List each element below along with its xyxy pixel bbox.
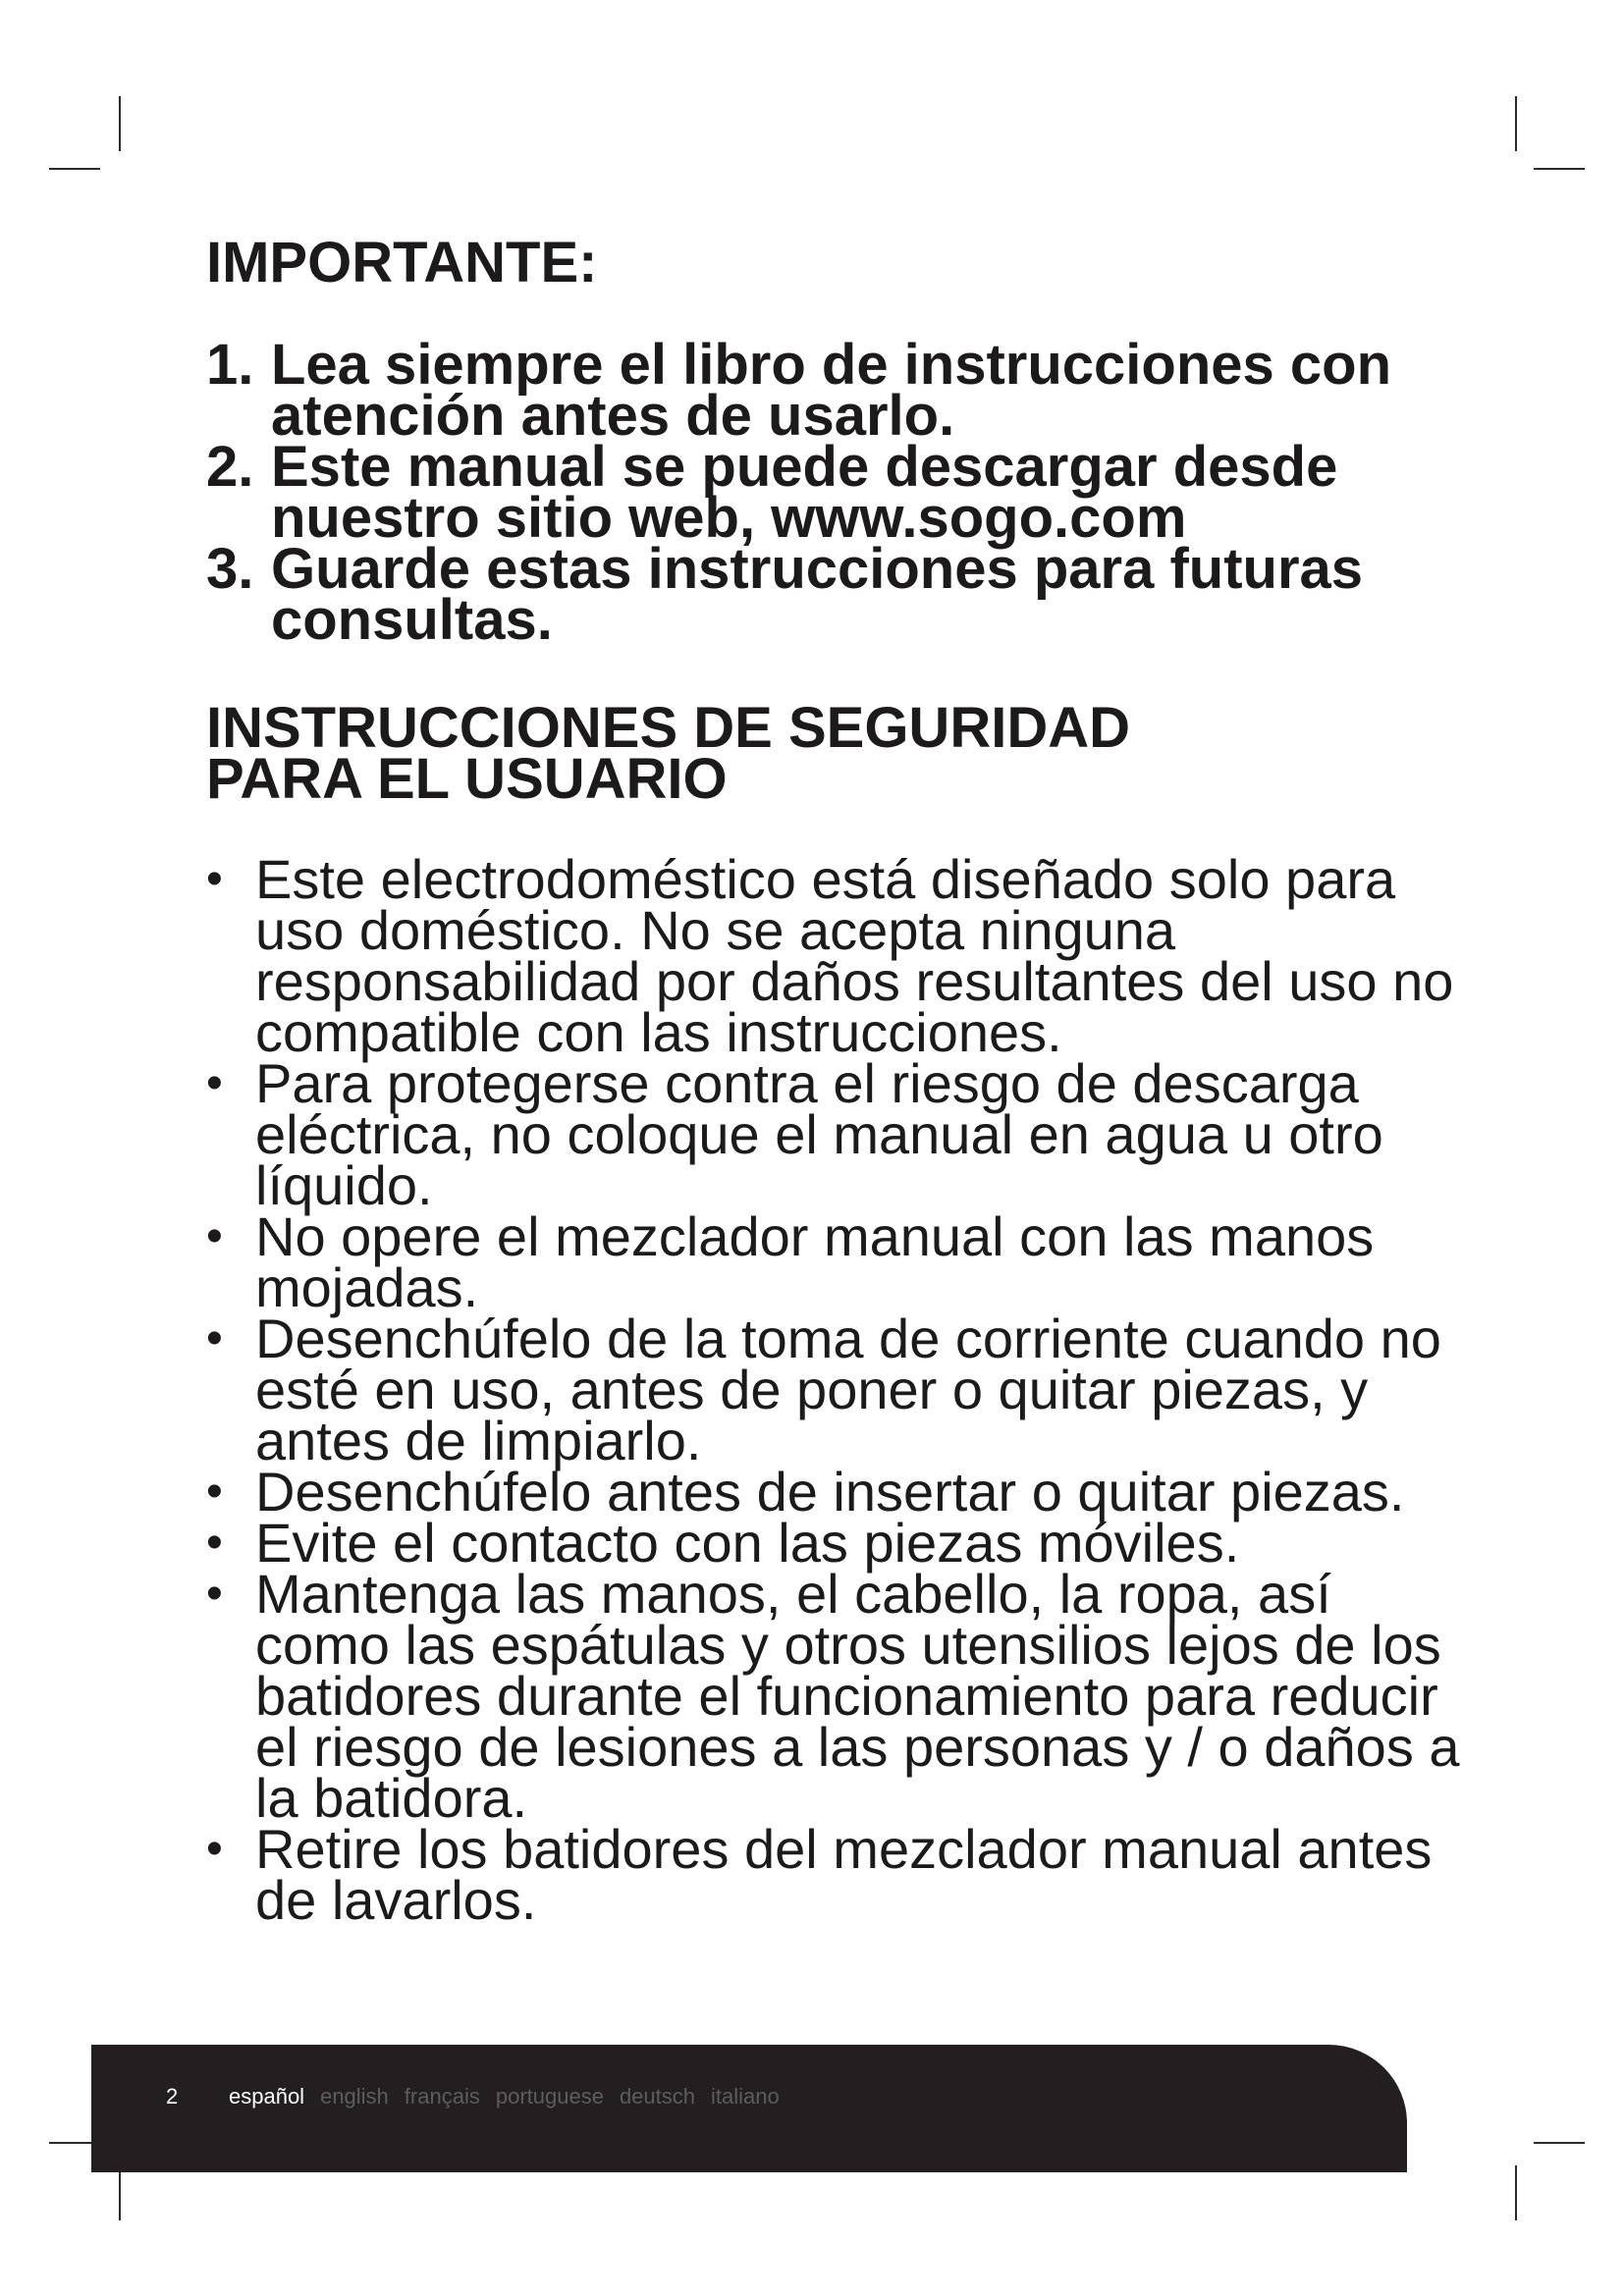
safety-item-text: Mantenga las manos, el cabello, la ropa, así como las espátulas y otros utensilios lejos de los batidores durante el funcionamiento para reducir el riesgo de lesiones a las personas y / o daños a la batidora. xyxy=(255,1563,1460,1829)
crop-mark-bottom-right-horizontal xyxy=(1534,2142,1585,2144)
bullet-icon: • xyxy=(206,1057,223,1109)
safety-item-text: Desenchúfelo de la toma de corriente cuando no esté en uso, antes de poner o quitar piezas, y antes de limpiarlo. xyxy=(255,1308,1441,1471)
bullet-icon: • xyxy=(206,1823,223,1875)
safety-item xyxy=(206,1052,1463,1216)
bullet-icon: • xyxy=(206,1210,223,1262)
importante-item-text: Guarde estas instrucciones para futuras consultas. xyxy=(271,537,1364,652)
safety-item-text: Para protegerse contra el riesgo de descarga eléctrica, no coloque el manual en agua u otro líquido. xyxy=(255,1052,1383,1216)
safety-heading-line: PARA EL USUARIO xyxy=(206,747,728,811)
language-nav xyxy=(229,2084,780,2109)
language-link-english[interactable]: english xyxy=(320,2084,389,2109)
importante-item-number: 1. xyxy=(206,333,254,397)
page-content xyxy=(206,231,1463,1931)
safety-item xyxy=(206,1818,1463,1931)
importante-item xyxy=(206,435,1463,550)
bullet-icon: • xyxy=(206,1312,223,1364)
safety-heading xyxy=(206,696,1463,811)
safety-item xyxy=(206,1461,1463,1522)
crop-mark-top-left-horizontal xyxy=(49,168,100,170)
importante-list xyxy=(206,333,1463,652)
safety-item-text: No opere el mezclador manual con las manos mojadas. xyxy=(255,1205,1375,1318)
language-link-italiano[interactable]: italiano xyxy=(711,2084,780,2109)
safety-item-text: Retire los batidores del mezclador manual antes de lavarlos. xyxy=(255,1818,1433,1931)
language-link-espanol[interactable]: español xyxy=(229,2084,305,2109)
importante-item-number: 3. xyxy=(206,537,254,601)
safety-item xyxy=(206,1205,1463,1318)
safety-list xyxy=(206,848,1463,1931)
safety-item-text: Desenchúfelo antes de insertar o quitar piezas. xyxy=(255,1461,1405,1522)
safety-item xyxy=(206,848,1463,1063)
crop-mark-bottom-right-vertical xyxy=(1515,2165,1517,2220)
language-link-francais[interactable]: français xyxy=(404,2084,480,2109)
footer-bar xyxy=(91,2045,1407,2172)
safety-item xyxy=(206,1563,1463,1829)
importante-item xyxy=(206,333,1463,448)
crop-mark-top-left-vertical xyxy=(119,96,121,151)
crop-mark-top-right-horizontal xyxy=(1534,168,1585,170)
language-link-portuguese[interactable]: portuguese xyxy=(495,2084,604,2109)
safety-item-text: Este electrodoméstico está diseñado solo para uso doméstico. No se acepta ninguna responsabilidad por daños resultantes del uso no compatible con las instrucciones. xyxy=(255,848,1454,1063)
bullet-icon: • xyxy=(206,1466,223,1518)
safety-item xyxy=(206,1308,1463,1471)
importante-item-number: 2. xyxy=(206,435,254,499)
bullet-icon: • xyxy=(206,1568,223,1620)
crop-mark-bottom-left-vertical xyxy=(119,2165,121,2220)
language-link-deutsch[interactable]: deutsch xyxy=(619,2084,695,2109)
bullet-icon: • xyxy=(206,1517,223,1569)
safety-heading-line: INSTRUCCIONES DE SEGURIDAD xyxy=(206,696,1130,760)
safety-item-text: Evite el contacto con las piezas móviles. xyxy=(255,1512,1240,1574)
safety-item xyxy=(206,1512,1463,1574)
importante-heading: IMPORTANTE: xyxy=(206,231,598,294)
importante-item-text: Este manual se puede descargar desde nuestro sitio web, www.sogo.com xyxy=(271,435,1338,550)
crop-mark-top-right-vertical xyxy=(1515,96,1517,151)
bullet-icon: • xyxy=(206,853,223,905)
importante-item xyxy=(206,537,1463,652)
importante-item-text: Lea siempre el libro de instrucciones con atención antes de usarlo. xyxy=(271,333,1392,448)
page-number: 2 xyxy=(166,2084,179,2109)
